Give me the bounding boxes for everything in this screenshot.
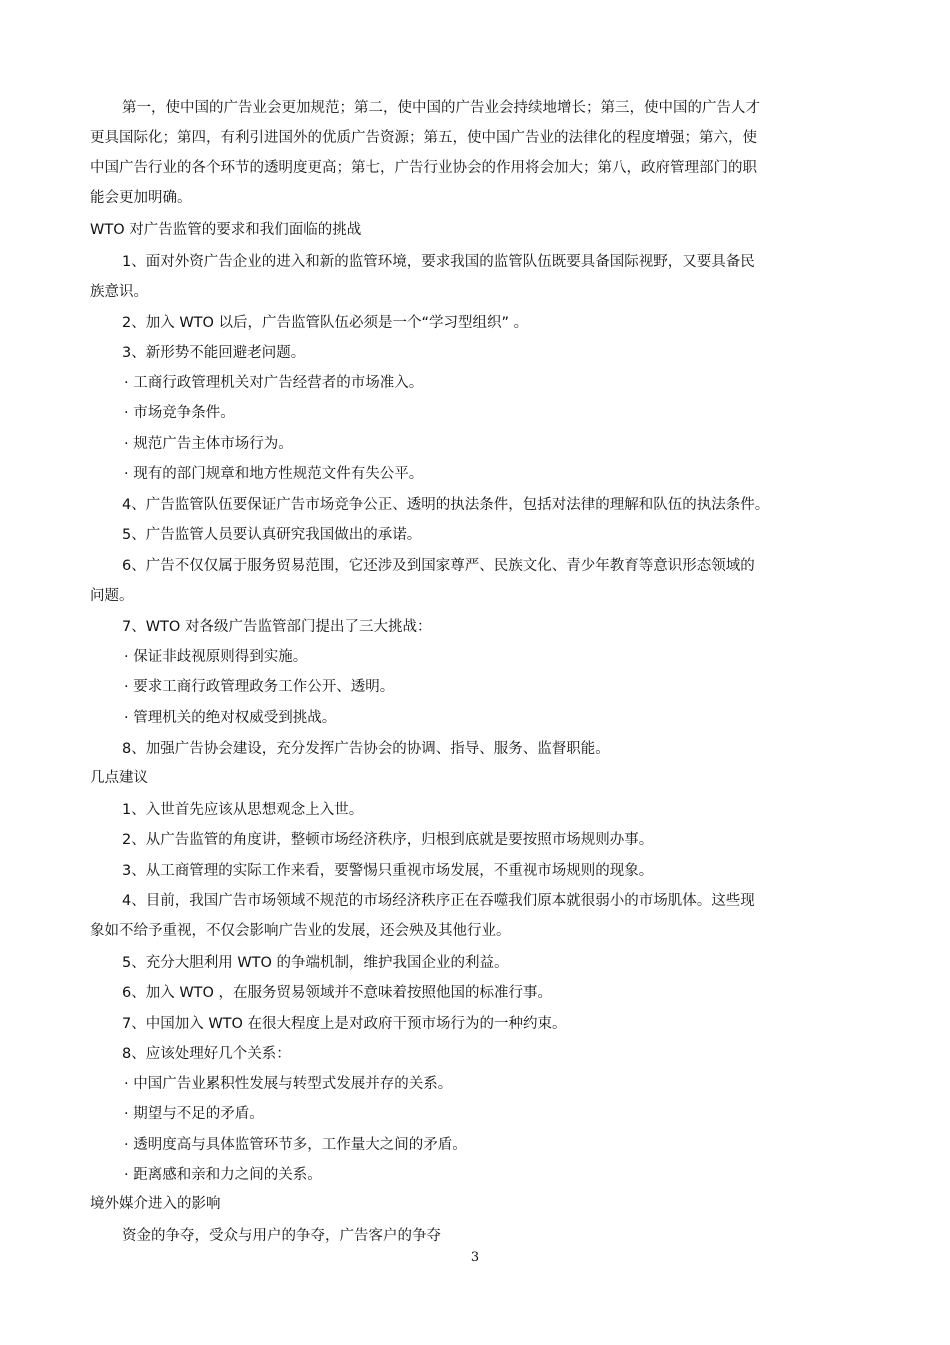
bullet-item: · 工商行政管理机关对广告经营者的市场准入。 [124,375,424,391]
list-item: 族意识。 [90,284,148,300]
bullet-item: · 期望与不足的矛盾。 [124,1106,264,1122]
list-item: 资金的争夺，受众与用户的争夺，广告客户的争夺 [122,1228,441,1244]
list-item: 4、广告监管队伍要保证广告市场竞争公正、透明的执法条件，包括对法律的理解和队伍的执法条件。 [122,497,770,513]
section-heading-suggestions: 几点建议 [90,770,148,786]
page-number: 3 [470,1250,480,1265]
list-item: 6、加入 WTO ，在服务贸易领域并不意味着按照他国的标准行事。 [122,985,553,1001]
bullet-item: · 规范广告主体市场行为。 [124,436,293,452]
list-item: 2、从广告监管的角度讲，整顿市场经济秩序，归根到底就是要按照市场规则办事。 [122,832,654,848]
bullet-item: · 保证非歧视原则得到实施。 [124,649,308,665]
bullet-item: · 要求工商行政管理政务工作公开、透明。 [124,679,395,695]
intro-line-2: 更具国际化；第四，有利引进国外的优质广告资源；第五，使中国广告业的法律化的程度增强；第六，使 [90,130,757,146]
list-item: 问题。 [90,588,134,604]
list-item: 1、入世首先应该从思想观念上入世。 [122,802,364,818]
list-item: 3、从工商管理的实际工作来看，要警惕只重视市场发展，不重视市场规则的现象。 [122,863,654,879]
list-item: 2、加入 WTO 以后，广告监管队伍必须是一个“学习型组织” 。 [122,315,529,331]
list-item: 象如不给予重视，不仅会影响广告业的发展，还会殃及其他行业。 [90,923,511,939]
list-item: 7、中国加入 WTO 在很大程度上是对政府干预市场行为的一种约束。 [122,1016,567,1032]
intro-line-4: 能会更加明确。 [90,190,192,206]
intro-line-3: 中国广告行业的各个环节的透明度更高；第七，广告行业协会的作用将会加大；第八，政府管理部门的职 [90,160,757,176]
intro-line-1: 第一，使中国的广告业会更加规范；第二，使中国的广告业会持续地增长；第三，使中国的广告人才 [122,100,760,116]
bullet-item: · 市场竞争条件。 [124,405,235,421]
list-item: 5、广告监管人员要认真研究我国做出的承诺。 [122,527,422,543]
bullet-item: · 中国广告业累积性发展与转型式发展并存的关系。 [124,1076,453,1092]
section-heading-wto-challenges: WTO 对广告监管的要求和我们面临的挑战 [90,222,362,238]
list-item: 8、加强广告协会建设，充分发挥广告协会的协调、指导、服务、监督职能。 [122,741,610,757]
section-heading-foreign-media: 境外媒介进入的影响 [90,1196,221,1212]
bullet-item: · 现有的部门规章和地方性规范文件有失公平。 [124,466,424,482]
list-item: 3、新形势不能回避老问题。 [122,345,306,361]
bullet-item: · 管理机关的绝对权威受到挑战。 [124,710,337,726]
list-item: 6、广告不仅仅属于服务贸易范围，它还涉及到国家尊严、民族文化、青少年教育等意识形态领域的 [122,558,755,574]
bullet-item: · 透明度高与具体监管环节多，工作量大之间的矛盾。 [124,1137,467,1153]
list-item: 1、面对外资广告企业的进入和新的监管环境，要求我国的监管队伍既要具备国际视野，又要具备民 [122,254,755,270]
list-item: 5、充分大胆利用 WTO 的争端机制，维护我国企业的利益。 [122,955,509,971]
list-item: 7、WTO 对各级广告监管部门提出了三大挑战： [122,619,432,635]
bullet-item: · 距离感和亲和力之间的关系。 [124,1167,322,1183]
list-item: 8、应该处理好几个关系： [122,1046,291,1062]
list-item: 4、目前，我国广告市场领域不规范的市场经济秩序正在吞噬我们原本就很弱小的市场肌体。这些现 [122,893,755,909]
